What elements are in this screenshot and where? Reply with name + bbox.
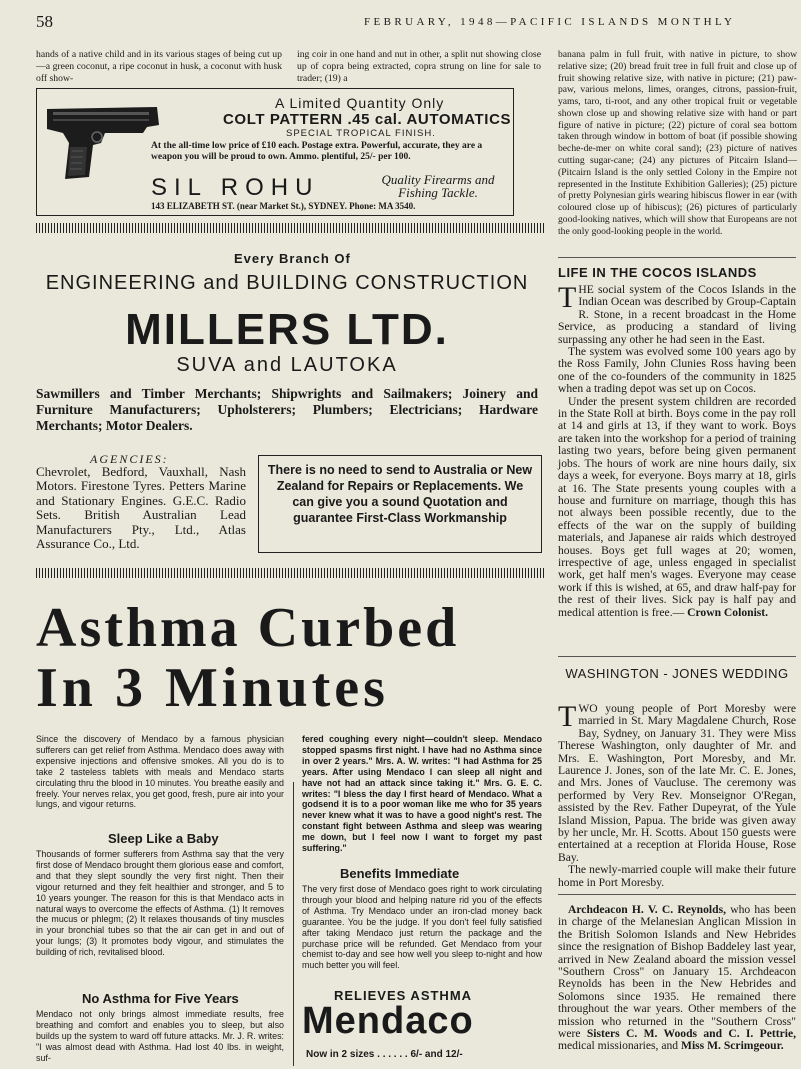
asthma-relieves: RELIEVES ASTHMA <box>334 988 473 1003</box>
cocos-p1: HE social system of the Cocos Islands in the Indian Ocean was described by Group-Captain R. Stone, in a recent broadcast in the Home Service, as producing a standard of living surpassing any other he had seen in the East. <box>558 283 796 346</box>
cocos-p3: Under the present system children are recorded in the State Roll at birth. Boys come in the pay roll at 14 and girls at 13, if they want to work. Boys are taken into the workshop for a period of training lasting two years, before being given permanent jobs. The hours of work are nine hours daily, six days a week, for everyone. Boys marry at 18, girls at 16. The State presents young couples with a house and furniture on marriage, though this has not always been possible recently, due to the effects of the war on the supply of building materials, and Japanese air raids which destroyed houses. Boys get full wages at 20; women, irrespective of age, unless engaged in specialist work, get half men's wages. Everyone may cease work if this is wished, at 65, and draw half-pay for the rest of their lives. Sick pay is half pay and medical attention is free.— <box>558 394 796 619</box>
cocos-p2: The system was evolved some 100 years ago by the Ross Family, John Clunies Ross having been one of the co-founders of the community in 1825 when a trading depot was set up on Cocos. <box>558 345 796 396</box>
millers-every: Every Branch Of <box>234 251 351 266</box>
cocos-source: Crown Colonist. <box>687 605 769 619</box>
wedding-p2: The newly-married couple will make their future home in Port Moresby. <box>558 863 796 889</box>
millers-name: MILLERS LTD. <box>125 305 449 354</box>
ornamental-rule <box>36 223 544 233</box>
reynolds-article <box>558 904 796 1053</box>
gun-ad-brand: SIL ROHU <box>151 174 320 201</box>
gun-ad-body: At the all-time low price of £10 each. Postage extra. Powerful, accurate, they are a weapon you will be proud to own. Ammo. plentiful, 25/- per 100. <box>151 141 483 162</box>
asthma-benefits-text: The very first dose of Mendaco goes right to work circulating through your blood and helping nature rid you of the effects of Asthma. Try Mendaco under an iron-clad money back guarantee. You be the judge. If you don't feel fully satisfied after taking Mendaco just return the package and the purchase price will be refunded. Get Mendaco from your chemist to-day and see how well you sleep to-night and how much better you will feel. <box>302 884 542 971</box>
millers-boxed-notice: There is no need to send to Australia or New Zealand for Repairs or Replacements. We can give you a sound Quotation and guarantee First-Class Workmanship <box>258 455 542 553</box>
cocos-article <box>558 281 796 619</box>
gun-ad-line2: COLT PATTERN .45 cal. AUTOMATICS <box>223 111 512 128</box>
wedding-p1: WO young people of Port Moresby were married in St. Mary Magdalene Church, Rose Bay, Sydney, on January 31. They were Miss Therese Washington, only daughter of Mr. and Mrs. E. Washington, Port Moresby, and Mr. Laurence J. Jones, son of the late Mr. C. E. Jones, and Mrs. Jones of Vaucluse. The ceremony was performed by Very Rev. Monseignor O'Regan, assisted by the Rev. Father Dupeyrat, of the Yule Island Mission, Papua. The bride was given away by her uncle, Mr. H. Scotts. About 150 guests were entertained at a reception at Florida House, Rose Bay. <box>558 702 796 864</box>
section-rule <box>558 656 796 657</box>
asthma-headline-1: Asthma Curbed <box>36 597 460 659</box>
gun-ad-line3: SPECIAL TROPICAL FINISH. <box>286 128 436 139</box>
section-rule <box>558 894 796 895</box>
asthma-noasthma-text: Mendaco not only brings almost immediate results, free breathing and comfort and enables you to sleep, but also builds up the system to ward off future attacks. Mr. J. R. writes: "I was almost dead with Asthma. Had lost 40 lbs. in weight, suf- <box>36 1009 284 1063</box>
running-title: FEBRUARY, 1948—PACIFIC ISLANDS MONTHLY <box>364 16 736 28</box>
asthma-heading-sleep: Sleep Like a Baby <box>108 831 219 846</box>
reynolds-tail: medical missionaries, and <box>558 1039 679 1053</box>
reynolds-body: who has been in charge of the Melanesian Anglican Mission in the British Solomon Islands and New Hebrides since the resignation of Bishop Baddeley last year, arrived in New Zealand aboard the mission vessel "Southern Cross" on January 15. Archdeacon Reynolds has been in the New Hebrides and Solomons since 1935. He remained there throughout the war years. Other members of the mission who returned in the "Southern Cross" were <box>558 903 796 1041</box>
millers-places: SUVA and LAUTOKA <box>176 354 398 376</box>
millers-headline: ENGINEERING and BUILDING CONSTRUCTION <box>45 272 529 294</box>
asthma-sleep-text: Thousands of former sufferers from Asthma say that the very first dose of Mendaco brought them glorious ease and comfort, and that they slept soundly the very first night. Then their vigour returned and they felt healthier and stronger, and 5 to 10 years younger. The reason for this is that Mendaco acts in natural ways to overcome the effects of Asthma. (1) It removes the mucus or phlegm; (2) It relaxes thousands of tiny muscles in your bronchial tubes so that the air can get in and out of your lungs; (3) It promotes body vigour, and stimulates the building of rich, revitalised blood. <box>36 849 284 958</box>
reynolds-miss: Miss M. Scrimgeour. <box>681 1039 784 1053</box>
wedding-dropcap: T <box>558 700 577 733</box>
firearms-advertisement <box>36 88 514 216</box>
asthma-sizes: Now in 2 sizes . . . . . . 6/- and 12/- <box>306 1049 463 1060</box>
ornamental-rule <box>36 568 544 578</box>
asthma-intro: Since the discovery of Mendaco by a famous physician sufferers can get relief from Asthma. Mendaco does away with expensive injections and offensive smokes. All you do is to take 2 tasteless tablets with meals and Mendaco starts circulating thru the blood in 10 minutes. You breathe easily and freely. Your nerves relax, you get good, fresh, pure air into your lungs, and vigour returns. <box>36 734 284 810</box>
wedding-title: WASHINGTON - JONES WEDDING <box>565 666 789 681</box>
gun-ad-address: 143 ELIZABETH ST. (near Market St.), SYDNEY. Phone: MA 3540. <box>151 201 416 211</box>
gun-ad-line1: A Limited Quantity Only <box>275 95 445 111</box>
asthma-testimonials: fered coughing every night—couldn't sleep. Mendaco stopped spasms first night. I have had no Asthma since in over 2 years." Mrs. A. W. writes: "I had Asthma for 25 years. After using Mendaco I can sleep all night and have not had an attack since taking it." Mrs. G. E. C. writes: "I bless the day I first heard of Mendaco. What a godsend it is to a poor woman like me who for 35 years never knew what it was to have a good night's rest. The constant fight between Asthma and sleep was wearing me down, but I feel now I want to forget my past suffering." <box>302 734 542 854</box>
wedding-article <box>558 700 796 889</box>
top-text-col1: hands of a native child and in its various stages of being cut up—a green coconut, a ripe coconut in husk, a coconut with husk off show- <box>36 49 282 84</box>
asthma-headline-2: In 3 Minutes <box>36 657 389 719</box>
column-rule <box>293 782 294 1066</box>
page-number: 58 <box>36 12 53 31</box>
top-text-col2: ing coir in one hand and nut in other, a split nut showing close up of copra being extracted, copra strung on line for sale to trader; (19) a <box>297 49 541 84</box>
reynolds-name: Archdeacon H. V. C. Reynolds, <box>568 903 726 916</box>
pistol-icon <box>43 99 161 183</box>
asthma-heading-noasthma: No Asthma for Five Years <box>82 991 239 1006</box>
reynolds-sisters: Sisters C. M. Woods and C. I. Pettrie, <box>586 1027 796 1041</box>
millers-agencies: Chevrolet, Bedford, Vauxhall, Nash Motors. Firestone Tyres. Petters Marine and Stationary Engines. G.E.C. Radio Sets. British Australian Lead Manufacturers Pty., Ltd., Atlas Assurance Co., Ltd. <box>36 464 246 552</box>
millers-trades: Sawmillers and Timber Merchants; Shipwrights and Sailmakers; Joinery and Furniture Manufacturers; Upholsterers; Plumbers; Electricians; Hardware Merchants; Motor Dealers. <box>36 386 538 433</box>
top-text-col3: banana palm in full fruit, with native in picture, to show relative size; (20) bread fruit tree in full fruit and close up of fruit showing relative size, with native in picture; (21) paw-paw, various melons, limes, oranges, citrons, passion-fruit, yams, taro, ti-root, and any other tropical fruit or vegetable shown close up and showing relative size with hand or part figure of native in picture; (22) picture of coral sea bottom taken through window in bottom of boat (if possible showing beche-de-mer on white coral sand); (23) picture of natives cutting sugar-cane; (24) any pictures of Pitcairn Island—(Pitcairn Island is the only settled Colony in the Empire not represented in the Institute Exhibition Galleries); (25) picture of pretty Polynesian girls wearing hibiscus flower in ear (with coloured close up of hibiscus); (26) pictures of particularly good-looking natives, which will show that Europeans are not the only good-looking people in the world. <box>558 49 797 237</box>
asthma-heading-benefits: Benefits Immediate <box>340 866 460 881</box>
section-rule <box>558 257 796 258</box>
millers-agencies-title: AGENCIES: <box>90 452 169 466</box>
cocos-dropcap: T <box>558 281 577 314</box>
asthma-brand: Mendaco <box>302 1000 474 1042</box>
gun-ad-tagline: Quality Firearms and Fishing Tackle. <box>381 172 495 200</box>
cocos-title: LIFE IN THE COCOS ISLANDS <box>558 265 757 280</box>
